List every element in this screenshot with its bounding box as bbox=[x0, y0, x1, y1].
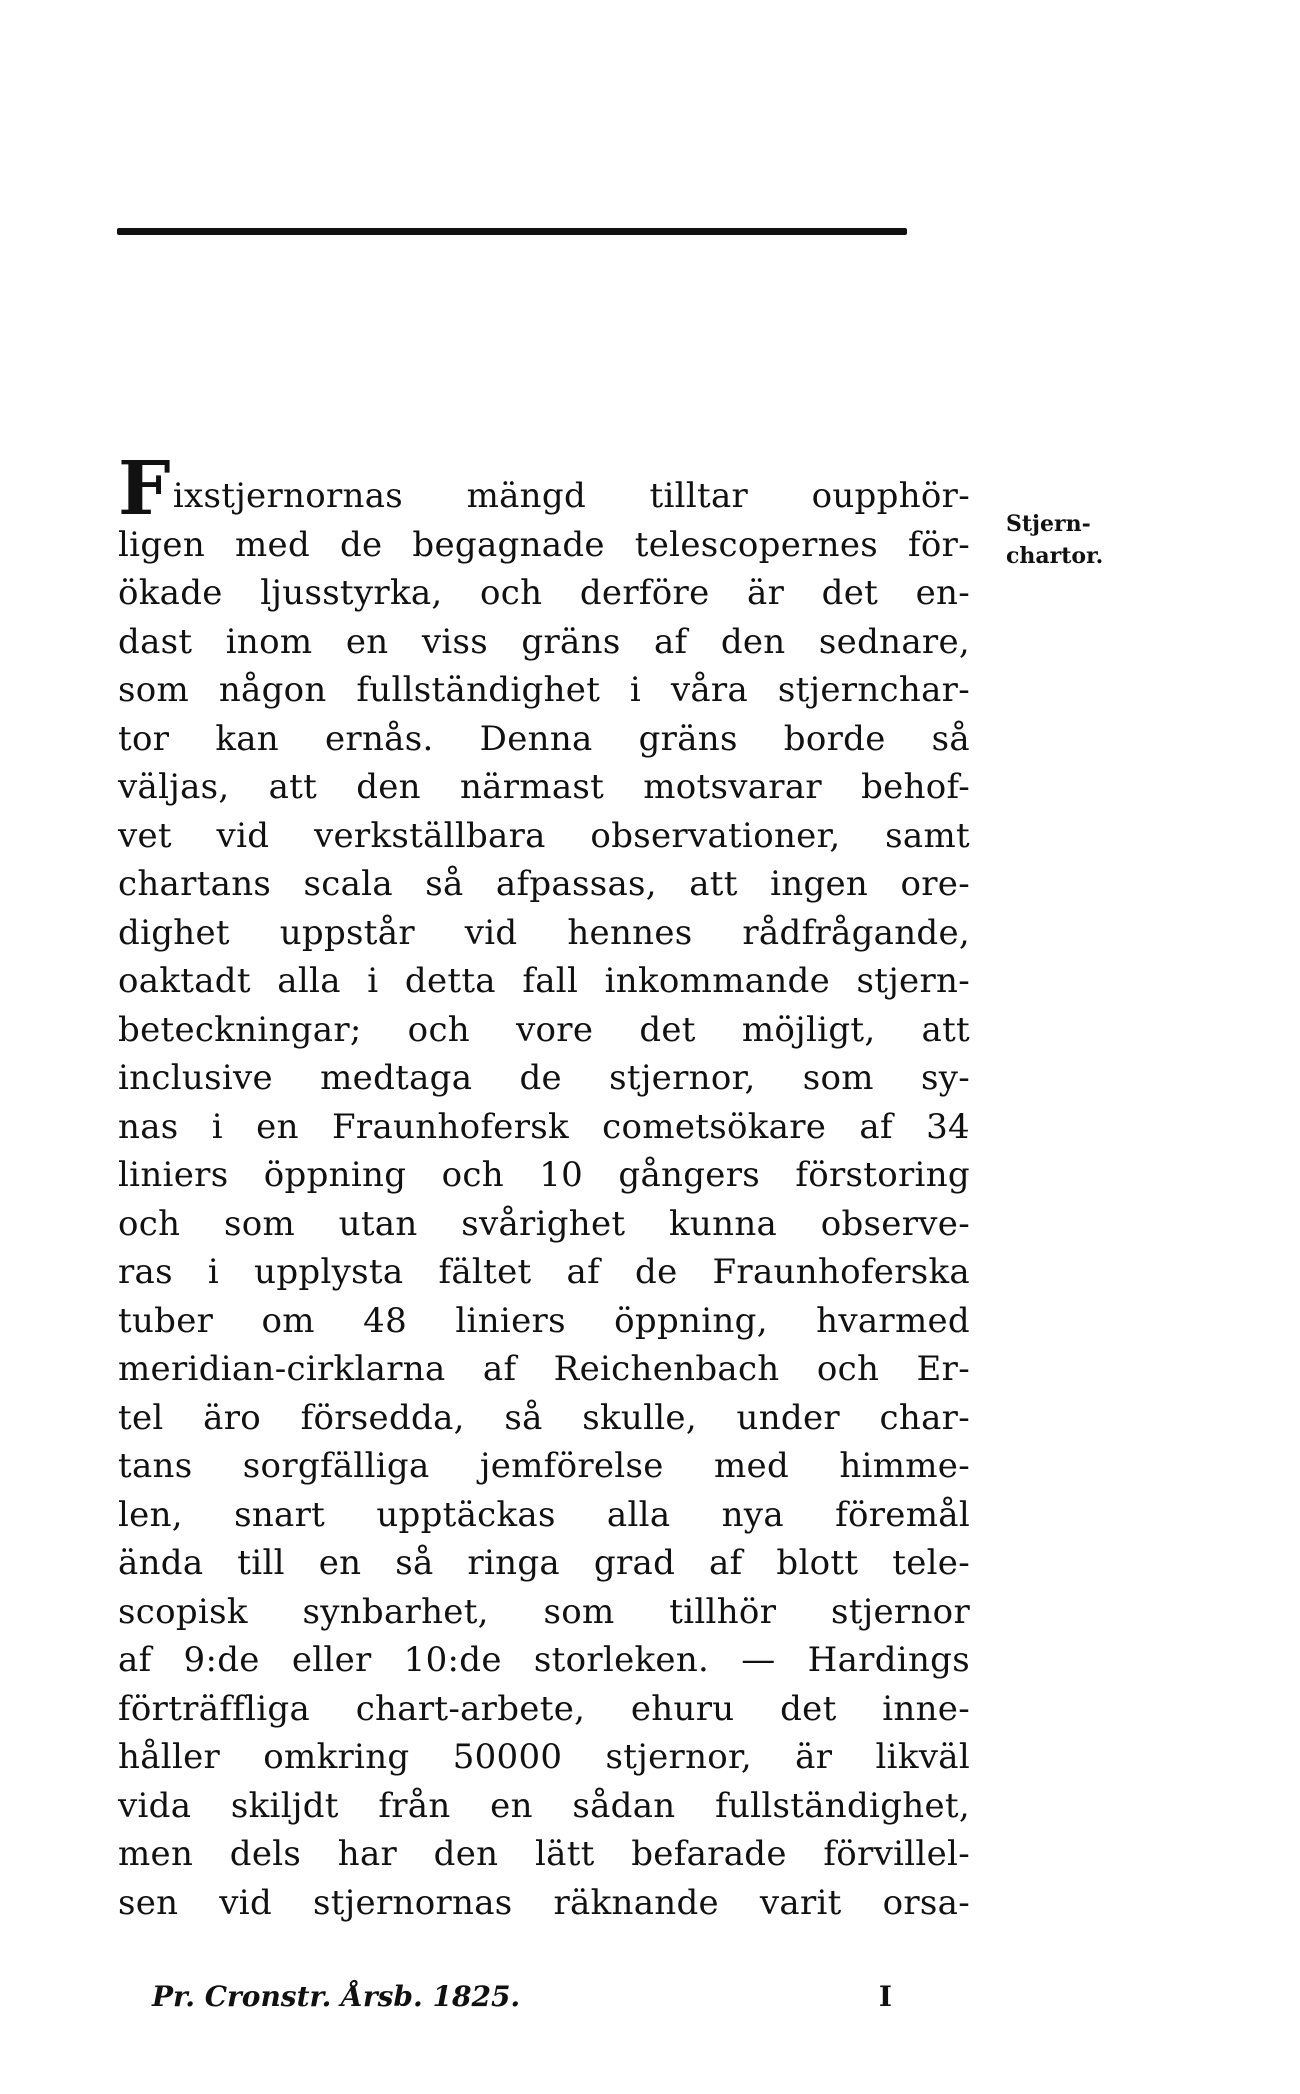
text-line: len, snart upptäckas alla nya föremål bbox=[118, 1494, 970, 1535]
text-line: tuber om 48 liniers öppning, hvarmed bbox=[118, 1300, 970, 1341]
text-line: väljas, att den närmast motsvarar behof- bbox=[118, 767, 970, 807]
text-line: chartans scala så afpassas, att ingen ore- bbox=[118, 864, 970, 904]
footer-source: Pr. Cronstr. Årsb. 1825. bbox=[152, 1980, 521, 2013]
text-line: dast inom en viss gräns af den sednare, bbox=[118, 621, 970, 662]
text-line: tel äro försedda, så skulle, under char- bbox=[118, 1397, 970, 1438]
text-line bbox=[118, 446, 970, 532]
text-line: oaktadt alla i detta fall inkommande stjern- bbox=[118, 961, 970, 1001]
text-line: vet vid verkställbara observationer, samt bbox=[118, 815, 970, 856]
header-rule bbox=[117, 228, 907, 235]
text-line: ökade ljusstyrka, och derföre är det en- bbox=[118, 573, 970, 613]
text-line: scopisk synbarhet, som tillhör stjernor bbox=[118, 1591, 970, 1632]
text-line: men dels har den lätt befarade förvillel- bbox=[118, 1834, 970, 1874]
text-line: inclusive medtaga de stjernor, som sy- bbox=[118, 1058, 970, 1098]
text-line: ras i upplysta fältet af de Fraunhoferska bbox=[118, 1252, 970, 1292]
text-line: håller omkring 50000 stjernor, är likväl bbox=[118, 1737, 970, 1777]
text-line: tans sorgfälliga jemförelse med himme- bbox=[118, 1446, 970, 1486]
text-line: tor kan ernås. Denna gräns borde så bbox=[118, 718, 970, 759]
text-line: meridian-cirklarna af Reichenbach och Er- bbox=[118, 1349, 970, 1389]
body-text bbox=[118, 446, 970, 1927]
text-line: ända till en så ringa grad af blott tele- bbox=[118, 1543, 970, 1583]
text-line-content: ixstjernornas mängd tilltar oupphör- bbox=[172, 476, 970, 516]
drop-cap: F bbox=[118, 446, 171, 532]
text-line: dighet uppstår vid hennes rådfrågande, bbox=[118, 912, 970, 953]
text-line: förträffliga chart-arbete, ehuru det inne- bbox=[118, 1688, 970, 1729]
text-line: af 9:de eller 10:de storleken. — Hardings bbox=[118, 1640, 970, 1680]
text-line: som någon fullständighet i våra stjernchar- bbox=[118, 670, 970, 710]
margin-note-line-2: chartor. bbox=[1006, 543, 1104, 569]
text-line: liniers öppning och 10 gångers förstoring bbox=[118, 1155, 970, 1195]
margin-note-line-1: Stjern- bbox=[1006, 511, 1091, 537]
signature-mark: I bbox=[878, 1980, 892, 2013]
text-line: ligen med de begagnade telescopernes för- bbox=[118, 524, 970, 565]
page-footer bbox=[152, 1980, 892, 2013]
text-line: nas i en Fraunhofersk cometsökare af 34 bbox=[118, 1106, 970, 1147]
text-line: och som utan svårighet kunna observe- bbox=[118, 1203, 970, 1244]
margin-note bbox=[1006, 508, 1116, 572]
text-line: sen vid stjernornas räknande varit orsa- bbox=[118, 1882, 970, 1923]
text-line: vida skiljdt från en sådan fullständighet, bbox=[118, 1785, 970, 1826]
text-line: beteckningar; och vore det möjligt, att bbox=[118, 1009, 970, 1050]
